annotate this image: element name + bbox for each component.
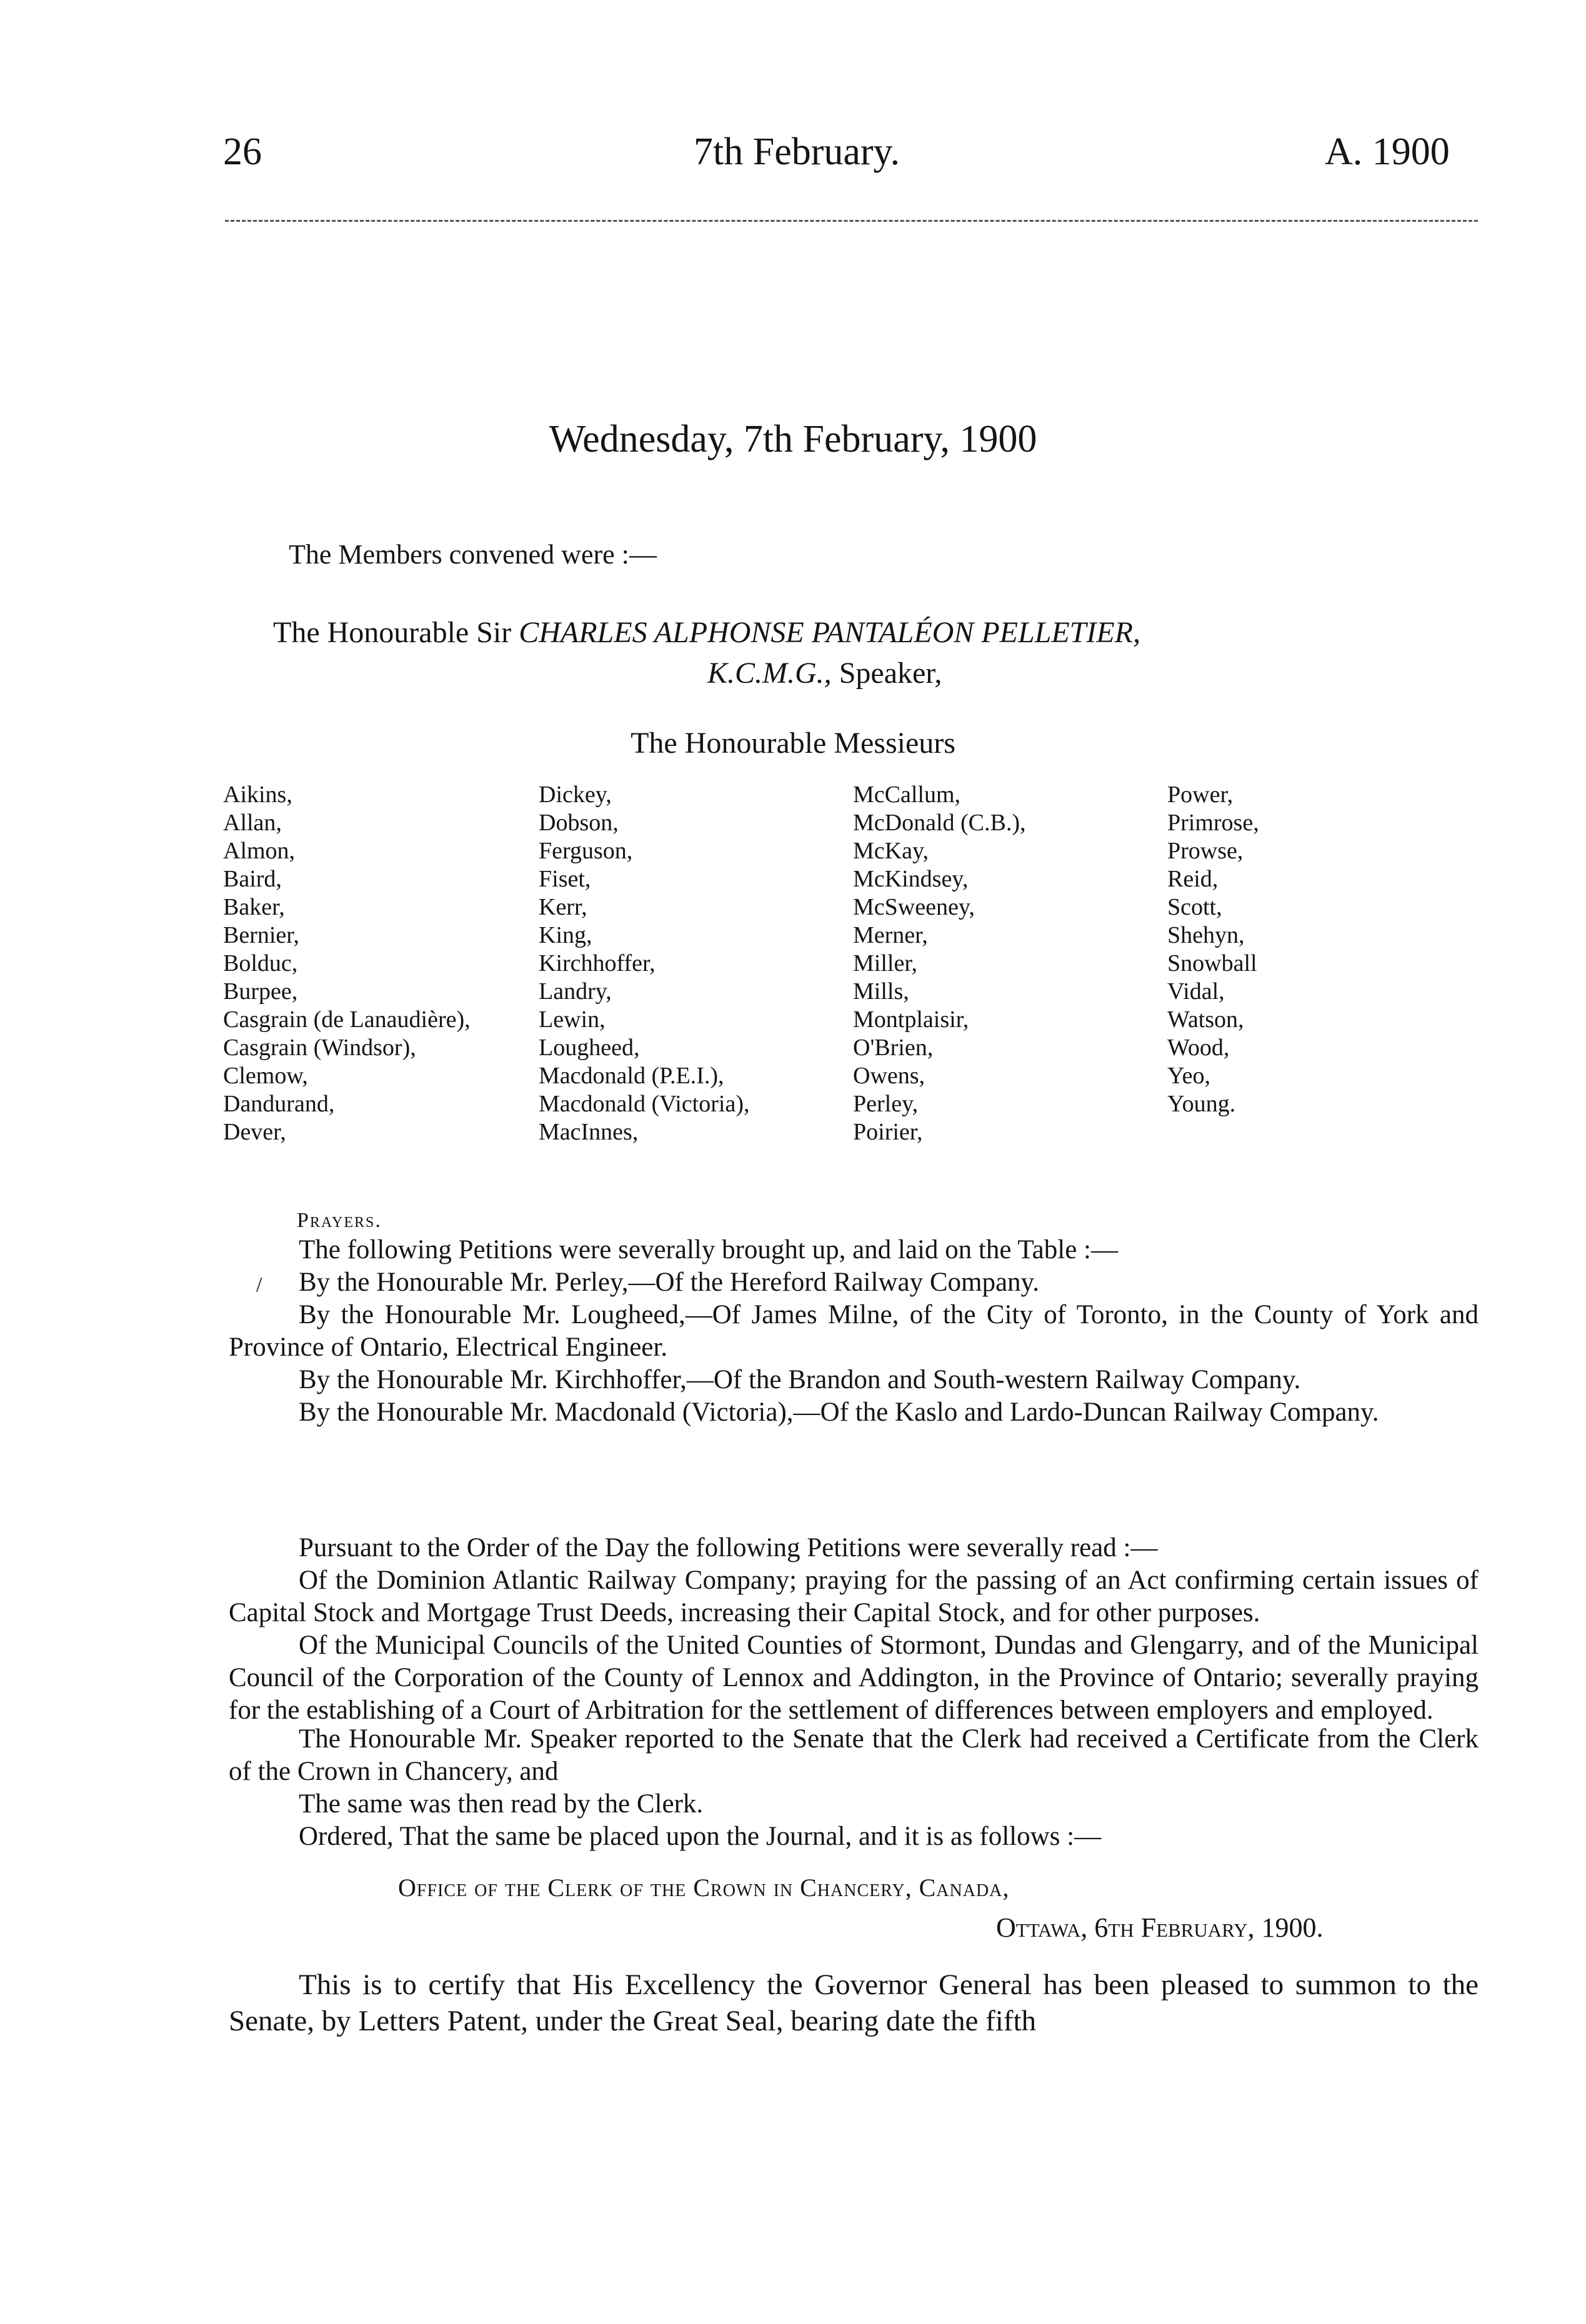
- speaker-line-2: [707, 656, 942, 690]
- member-name: Primrose,: [1167, 810, 1259, 836]
- member-name: Dandurand,: [223, 1091, 335, 1117]
- member-name: McDonald (C.B.),: [853, 810, 1026, 836]
- member-name: Reid,: [1167, 866, 1219, 892]
- member-name: Merner,: [853, 922, 928, 948]
- speaker-report-section: [229, 1723, 1479, 1853]
- session-title: Wednesday, 7th February, 1900: [549, 418, 1037, 460]
- member-name: Wood,: [1167, 1035, 1230, 1061]
- member-name: Scott,: [1167, 894, 1222, 920]
- margin-mark: /: [256, 1273, 262, 1296]
- speaker-prefix: The Honourable Sir: [273, 616, 512, 649]
- paragraph: By the Honourable Mr. Perley,—Of the Hereford Railway Company.: [299, 1268, 1039, 1297]
- members-column-4: [1167, 781, 1259, 1118]
- member-name: McSweeney,: [853, 894, 975, 920]
- member-name: Watson,: [1167, 1006, 1244, 1033]
- paragraph: The same was then read by the Clerk.: [299, 1789, 704, 1819]
- member-name: Vidal,: [1167, 978, 1225, 1005]
- member-name: Bernier,: [223, 922, 299, 948]
- paragraph: This is to certify that His Excellency the Governor General has been pleased to summon to the Senate, by Letters Patent, under the Great Seal, bearing date the fifth: [229, 1969, 1479, 2037]
- members-column-2: [539, 781, 749, 1146]
- speaker-name: CHARLES ALPHONSE PANTALÉON PELLETIER,: [519, 616, 1140, 649]
- member-name: Baird,: [223, 866, 282, 892]
- member-name: MacInnes,: [539, 1119, 639, 1145]
- page-number: 26: [223, 131, 262, 173]
- member-name: O'Brien,: [853, 1035, 934, 1061]
- member-name: Kirchhoffer,: [539, 950, 656, 976]
- member-name: McKindsey,: [853, 866, 969, 892]
- members-column-3: [853, 781, 1026, 1146]
- member-name: Prowse,: [1167, 838, 1244, 864]
- paragraph: By the Honourable Mr. Macdonald (Victoria),—Of the Kaslo and Lardo-Duncan Railway Company.: [299, 1398, 1379, 1427]
- member-name: Casgrain (de Lanaudière),: [223, 1006, 471, 1033]
- member-name: Baker,: [223, 894, 285, 920]
- member-name: Dickey,: [539, 782, 612, 808]
- member-name: Casgrain (Windsor),: [223, 1035, 416, 1061]
- paragraph: By the Honourable Mr. Kirchhoffer,—Of the Brandon and South-western Railway Company.: [299, 1365, 1301, 1394]
- member-name: Almon,: [223, 838, 296, 864]
- member-name: Poirier,: [853, 1119, 923, 1145]
- member-name: Perley,: [853, 1091, 919, 1117]
- messieurs-heading: The Honourable Messieurs: [631, 727, 955, 760]
- speaker-line: [273, 615, 1140, 650]
- speaker-honours: K.C.M.G.,: [707, 657, 832, 690]
- member-name: Macdonald (P.E.I.),: [539, 1063, 724, 1089]
- member-name: Yeo,: [1167, 1063, 1211, 1089]
- members-column-1: [223, 781, 471, 1146]
- member-name: Young.: [1167, 1091, 1236, 1117]
- office-heading: Office of the Clerk of the Crown in Chancery, Canada,: [398, 1874, 1010, 1902]
- member-name: Ferguson,: [539, 838, 633, 864]
- member-name: Kerr,: [539, 894, 587, 920]
- member-name: Macdonald (Victoria),: [539, 1091, 750, 1117]
- header-rule: [225, 220, 1478, 222]
- paragraph: The Honourable Mr. Speaker reported to the Senate that the Clerk had received a Certificate from the Clerk of the Crown in Chancery, and: [229, 1724, 1479, 1786]
- member-name: Snowball: [1167, 950, 1257, 976]
- running-year: A. 1900: [1325, 131, 1450, 173]
- member-name: Landry,: [539, 978, 612, 1005]
- member-name: Allan,: [223, 810, 282, 836]
- member-name: Mills,: [853, 978, 909, 1005]
- paragraph: The following Petitions were severally brought up, and laid on the Table :—: [299, 1235, 1118, 1264]
- member-name: Aikins,: [223, 782, 292, 808]
- member-name: Bolduc,: [223, 950, 298, 976]
- order-section: [229, 1532, 1479, 1727]
- ottawa-dateline: Ottawa, 6th February, 1900.: [996, 1912, 1324, 1943]
- certificate-text: [229, 1967, 1479, 2039]
- member-name: Dobson,: [539, 810, 619, 836]
- member-name: Montplaisir,: [853, 1006, 969, 1033]
- speaker-role: Speaker,: [839, 657, 942, 690]
- member-name: Burpee,: [223, 978, 298, 1005]
- paragraph: Ordered, That the same be placed upon the Journal, and it is as follows :—: [299, 1822, 1102, 1851]
- paragraph: Pursuant to the Order of the Day the following Petitions were severally read :—: [299, 1533, 1158, 1562]
- member-name: King,: [539, 922, 592, 948]
- member-name: Shehyn,: [1167, 922, 1245, 948]
- member-name: Lougheed,: [539, 1035, 640, 1061]
- member-name: McKay,: [853, 838, 929, 864]
- running-date: 7th February.: [694, 131, 900, 173]
- paragraph: Of the Municipal Councils of the United Counties of Stormont, Dundas and Glengarry, and of the Municipal Council of the Corporation of the County of Lennox and Addington, in the Province of Ontario; severally praying for the establishing of a Court of Arbitration for the settlement of differences between employers and employed.: [229, 1631, 1479, 1725]
- member-name: Clemow,: [223, 1063, 308, 1089]
- member-name: Owens,: [853, 1063, 925, 1089]
- member-name: Miller,: [853, 950, 917, 976]
- member-name: Fiset,: [539, 866, 591, 892]
- petitions-section: [229, 1234, 1479, 1429]
- member-name: Power,: [1167, 782, 1234, 808]
- member-name: Dever,: [223, 1119, 286, 1145]
- members-intro: The Members convened were :—: [289, 539, 657, 570]
- paragraph: By the Honourable Mr. Lougheed,—Of James Milne, of the City of Toronto, in the County of York and Province of Ontario, Electrical Engineer.: [229, 1300, 1479, 1362]
- prayers-heading: Prayers.: [297, 1209, 382, 1232]
- member-name: McCallum,: [853, 782, 961, 808]
- paragraph: Of the Dominion Atlantic Railway Company; praying for the passing of an Act confirming certain issues of Capital Stock and Mortgage Trust Deeds, increasing their Capital Stock, and for other purposes.: [229, 1566, 1479, 1627]
- member-name: Lewin,: [539, 1006, 606, 1033]
